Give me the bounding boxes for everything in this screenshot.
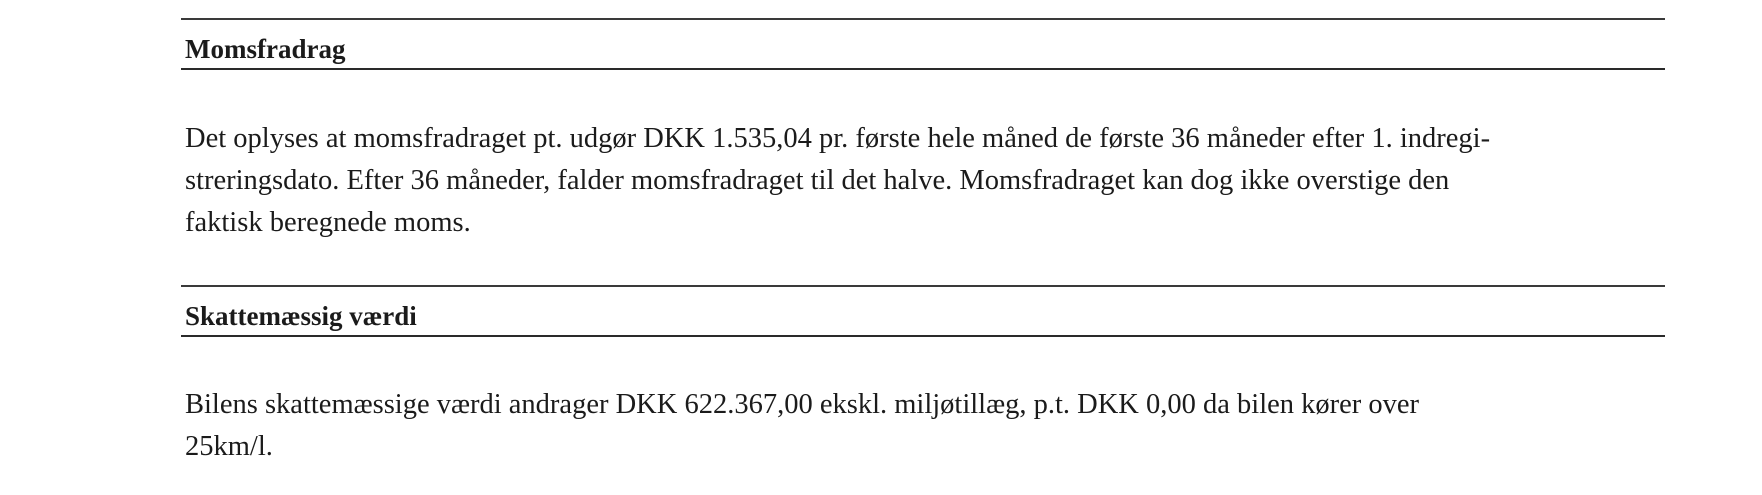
paragraph-momsfradrag	[185, 118, 1490, 244]
section-heading-momsfradrag: Momsfradrag	[185, 34, 346, 64]
paragraph-line: faktisk beregnede moms.	[185, 207, 471, 238]
paragraph-line: streringsdato. Efter 36 måneder, falder momsfradraget til det halve. Momsfradraget kan dog ikke overstige den	[185, 165, 1450, 196]
section-heading-skattemaessig-vaerdi: Skattemæssig værdi	[185, 301, 417, 331]
section-bottom-rule	[181, 68, 1665, 70]
paragraph-line: 25km/l.	[185, 431, 273, 462]
section-top-rule	[181, 285, 1665, 287]
section-bottom-rule	[181, 335, 1665, 337]
paragraph-line: Bilens skattemæssige værdi andrager DKK 622.367,00 ekskl. miljøtillæg, p.t. DKK 0,00 da bilen kører over	[185, 389, 1420, 420]
section-top-rule	[181, 18, 1665, 20]
paragraph-skattemaessig-vaerdi	[185, 384, 1419, 468]
paragraph-line: Det oplyses at momsfradraget pt. udgør DKK 1.535,04 pr. første hele måned de første 36 måneder efter 1. indregi-	[185, 123, 1491, 154]
